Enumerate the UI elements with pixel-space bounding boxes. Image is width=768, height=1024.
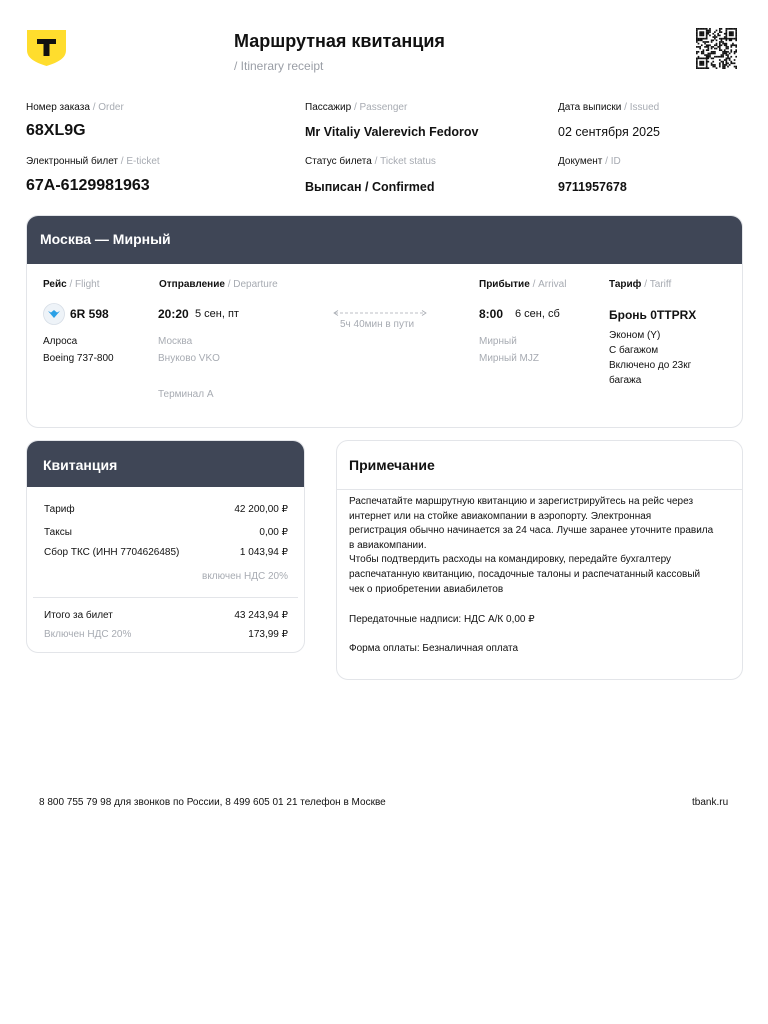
vat-value: 173,99 ₽ xyxy=(248,629,288,640)
receipt-row-label: Сбор ТКС (ИНН 7704626485) xyxy=(44,547,180,558)
departure-airport: Внуково VKO xyxy=(158,353,220,364)
tbank-logo-icon xyxy=(26,29,67,67)
total-value: 43 243,94 ₽ xyxy=(234,610,288,621)
receipt-row-label: Тариф xyxy=(44,504,75,515)
issued-value: 02 сентября 2025 xyxy=(558,125,660,139)
receipt-divider xyxy=(33,597,298,598)
note-line: чек о приобретении авиабилетов xyxy=(349,583,504,595)
arrival-date: 6 сен, сб xyxy=(515,308,560,320)
vat-note: включен НДС 20% xyxy=(202,571,288,582)
document-value: 9711957678 xyxy=(558,180,627,194)
tariff-label: Тариф / Tariff xyxy=(609,279,672,290)
tariff-class: Эконом (Y) xyxy=(609,330,661,341)
receipt-row-value: 1 043,94 ₽ xyxy=(239,547,288,558)
note-line: регистрация обычно начинается за 24 часа. Лучше заранее уточните правила xyxy=(349,525,714,537)
departure-date: 5 сен, пт xyxy=(195,308,239,320)
passenger-label: Пассажир / Passenger xyxy=(305,102,408,113)
note-title: Примечание xyxy=(337,441,742,490)
tariff-baggage-limit-cont: багажа xyxy=(609,375,642,386)
eticket-label: Электронный билет / E-ticket xyxy=(26,156,160,167)
arrival-city: Мирный xyxy=(479,336,517,347)
flight-duration: 5ч 40мин в пути xyxy=(340,319,415,330)
airline-name: Алроса xyxy=(43,336,78,347)
aircraft-type: Boeing 737-800 xyxy=(43,353,114,364)
route-card xyxy=(26,215,743,428)
eticket-value: 67А-6129981963 xyxy=(26,177,150,194)
departure-label: Отправление / Departure xyxy=(159,279,278,290)
note-line: интернет или на стойке авиакомпании в аэропорту. Электронная xyxy=(349,510,652,522)
receipt-title: Квитанция xyxy=(27,441,304,487)
tariff-baggage: С багажом xyxy=(609,345,659,356)
note-line: Распечатайте маршрутную квитанцию и зарегистрируйтесь на рейс через xyxy=(349,496,694,507)
receipt-row-value: 42 200,00 ₽ xyxy=(234,504,288,515)
vat-label: Включен НДС 20% xyxy=(44,629,132,640)
arrival-time: 8:00 xyxy=(479,307,504,321)
note-line: Чтобы подтвердить расходы на командировку, передайте бухгалтеру xyxy=(349,554,672,566)
tariff-baggage-limit: Включено до 23кг xyxy=(609,360,692,371)
arrival-airport: Мирный MJZ xyxy=(479,353,539,364)
passenger-value: Mr Vitaliy Valerevich Fedorov xyxy=(305,125,479,139)
airline-logo-icon xyxy=(43,303,65,325)
departure-time: 20:20 xyxy=(158,307,189,321)
total-label: Итого за билет xyxy=(44,610,113,621)
order-value: 68XL9G xyxy=(26,122,86,139)
departure-terminal: Терминал А xyxy=(158,389,214,400)
receipt-card xyxy=(26,440,305,653)
footer-phones: 8 800 755 79 98 для звонков по России, 8 499 605 01 21 телефон в Москве xyxy=(39,797,386,808)
route-title: Москва — Мирный xyxy=(27,216,742,264)
note-card xyxy=(336,440,743,680)
booking-code: Бронь 0TTPRX xyxy=(609,308,697,322)
flight-label: Рейс / Flight xyxy=(43,279,100,290)
receipt-row-value: 0,00 ₽ xyxy=(259,527,288,538)
departure-city: Москва xyxy=(158,336,193,347)
qr-code-icon xyxy=(696,28,737,69)
note-body xyxy=(349,495,734,597)
flight-number: 6R 598 xyxy=(70,307,109,321)
document-label: Документ / ID xyxy=(558,156,621,167)
footer-site-link[interactable]: tbank.ru xyxy=(692,797,729,808)
transfer-note: Передаточные надписи: НДС А/К 0,00 ₽ xyxy=(349,614,535,625)
status-label: Статус билета / Ticket status xyxy=(305,156,436,167)
issued-label: Дата выписки / Issued xyxy=(558,102,660,113)
note-line: в авиакомпании. xyxy=(349,539,427,551)
route-arrow-icon xyxy=(332,309,428,317)
order-label: Номер заказа / Order xyxy=(26,102,124,113)
page-title: Маршрутная квитанция xyxy=(234,31,445,51)
status-value: Выписан / Confirmed xyxy=(305,180,435,194)
payment-note: Форма оплаты: Безналичная оплата xyxy=(349,643,519,654)
receipt-row-label: Таксы xyxy=(44,527,72,538)
page-subtitle: / Itinerary receipt xyxy=(234,59,324,73)
arrival-label: Прибытие / Arrival xyxy=(479,279,567,290)
note-line: распечатанную квитанцию, посадочные талоны и распечатанный кассовый xyxy=(349,568,701,580)
